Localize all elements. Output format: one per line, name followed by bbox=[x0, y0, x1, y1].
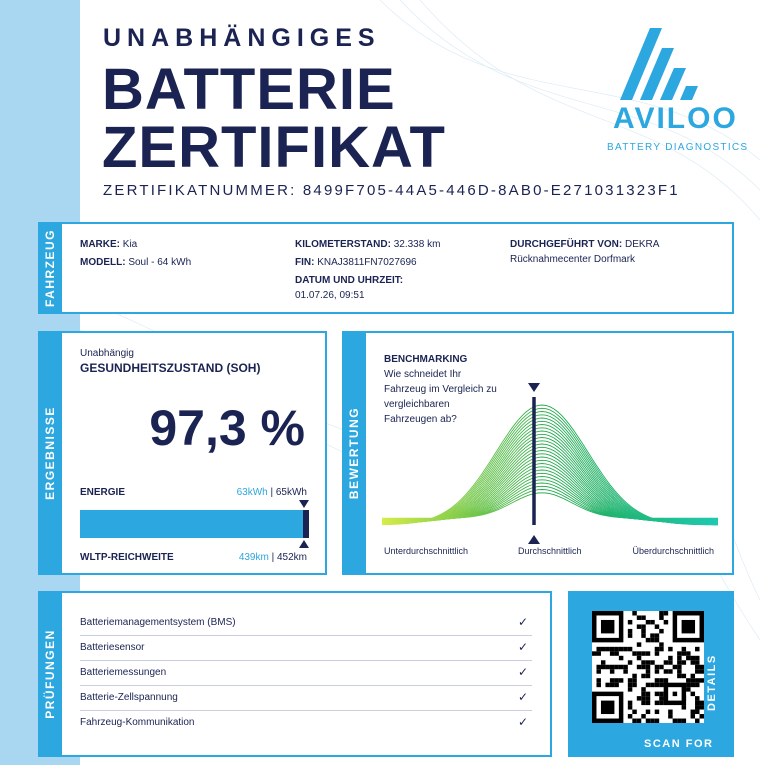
scale-right-label: Überdurchschnittlich bbox=[632, 546, 714, 556]
check-item-label: Batterie-Zellspannung bbox=[80, 692, 178, 703]
benchmark-question-2: Fahrzeug im Vergleich zu bbox=[384, 384, 497, 395]
energy-separator: | bbox=[267, 487, 276, 498]
aviloo-logo-icon bbox=[600, 22, 750, 162]
date-label: DATUM UND UHRZEIT: bbox=[295, 275, 404, 286]
benchmark-question-1: Wie schneidet Ihr bbox=[384, 369, 462, 380]
checkmark-icon: ✓ bbox=[517, 715, 528, 729]
brand-label: MARKE: bbox=[80, 239, 120, 250]
range-separator: | bbox=[268, 552, 277, 563]
heading-subtitle: UNABHÄNGIGES bbox=[103, 24, 381, 52]
qr-code-icon[interactable] bbox=[592, 611, 704, 723]
results-panel bbox=[60, 331, 327, 575]
km-value: 32.338 km bbox=[393, 239, 441, 250]
check-item-label: Fahrzeug-Kommunikation bbox=[80, 717, 195, 728]
tab-ergebnisse: ERGEBNISSE bbox=[38, 331, 62, 575]
benchmark-heading: BENCHMARKING bbox=[384, 354, 468, 365]
brand-value: Kia bbox=[122, 239, 138, 250]
km-label: KILOMETERSTAND: bbox=[295, 239, 391, 250]
check-item-label: Batteriesensor bbox=[80, 642, 145, 653]
checkmark-icon: ✓ bbox=[517, 665, 528, 679]
benchmark-question-3: vergleichbaren bbox=[384, 399, 450, 410]
checkmark-icon: ✓ bbox=[517, 640, 528, 654]
tab-bewertung: BEWERTUNG bbox=[342, 331, 366, 575]
range-label: WLTP-REICHWEITE bbox=[80, 552, 174, 563]
vehicle-info-panel bbox=[60, 222, 734, 314]
checks-panel bbox=[60, 591, 552, 757]
scale-mid-label: Durchschnittlich bbox=[518, 546, 582, 556]
benchmark-question-4: Fahrzeugen ab? bbox=[384, 414, 457, 425]
performed-by-location: Rücknahmecenter Dorfmark bbox=[510, 254, 636, 265]
soh-heading: GESUNDHEITSZUSTAND (SOH) bbox=[80, 361, 261, 375]
benchmark-panel bbox=[364, 331, 734, 575]
check-item bbox=[80, 711, 532, 736]
fin-label: FIN: bbox=[295, 257, 315, 268]
model-value: Soul - 64 kWh bbox=[128, 257, 192, 268]
model-label: MODELL: bbox=[80, 257, 126, 268]
range-total: 452km bbox=[276, 552, 307, 563]
qr-scan-label: SCAN FOR bbox=[644, 738, 714, 750]
energy-bar-track bbox=[80, 510, 309, 538]
tab-pruefungen: PRÜFUNGEN bbox=[38, 591, 62, 757]
check-item bbox=[80, 611, 532, 636]
scale-left-label: Unterdurchschnittlich bbox=[384, 546, 469, 556]
energy-total: 65kWh bbox=[275, 487, 307, 498]
qr-code-panel[interactable] bbox=[568, 591, 734, 757]
checkmark-icon: ✓ bbox=[517, 615, 528, 629]
benchmark-bottom-arrow-icon bbox=[528, 535, 540, 544]
fin-value: KNAJ3811FN7027696 bbox=[317, 257, 417, 268]
qr-details-label: DETAILS bbox=[706, 654, 718, 711]
performed-by-label: DURCHGEFÜHRT VON: bbox=[510, 239, 623, 250]
energy-bar-fill bbox=[80, 510, 303, 538]
check-item bbox=[80, 686, 532, 711]
check-item bbox=[80, 636, 532, 661]
energy-bar-end-marker bbox=[303, 510, 309, 538]
benchmark-bell-curve bbox=[382, 379, 718, 549]
energy-top-arrow-icon bbox=[299, 500, 309, 508]
certificate-number: ZERTIFIKATNUMMER: 8499F705-44A5-446D-8AB0-E271031323F1 bbox=[103, 182, 680, 199]
energy-current: 63kWh bbox=[236, 487, 268, 498]
checkmark-icon: ✓ bbox=[517, 690, 528, 704]
energy-bottom-arrow-icon bbox=[299, 540, 309, 548]
performed-by-value: DEKRA bbox=[625, 239, 660, 250]
check-item-label: Batteriemanagementsystem (BMS) bbox=[80, 617, 236, 628]
check-item bbox=[80, 661, 532, 686]
soh-value: 97,3 % bbox=[149, 400, 305, 456]
range-current: 439km bbox=[238, 552, 269, 563]
heading-title-line2: ZERTIFIKAT bbox=[102, 115, 446, 180]
benchmark-top-arrow-icon bbox=[528, 383, 540, 392]
date-value: 01.07.26, 09:51 bbox=[295, 290, 365, 301]
heading-title-line1: BATTERIE bbox=[102, 57, 396, 122]
check-item-label: Batteriemessungen bbox=[80, 667, 167, 678]
logo-subtitle: BATTERY DIAGNOSTICS bbox=[607, 142, 749, 153]
logo-wordmark: AVILOO bbox=[613, 102, 738, 135]
tab-fahrzeug: FAHRZEUG bbox=[38, 222, 62, 314]
energy-label: ENERGIE bbox=[80, 487, 126, 498]
results-small-label: Unabhängig bbox=[80, 348, 134, 359]
